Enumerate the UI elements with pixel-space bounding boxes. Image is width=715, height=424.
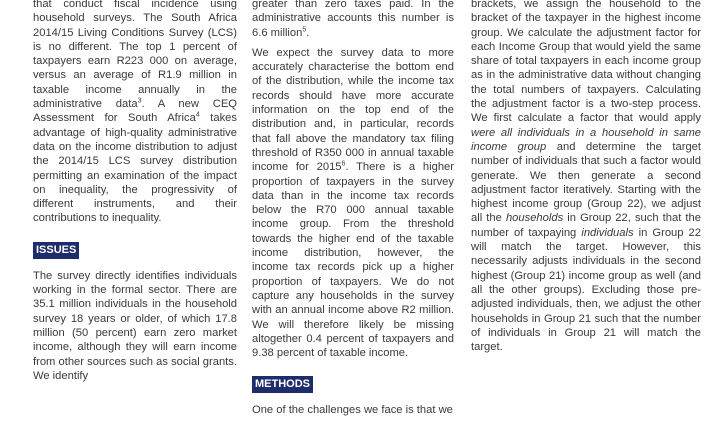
section-heading-methods: METHODS	[252, 376, 313, 393]
section-heading-issues: ISSUES	[33, 242, 79, 259]
text-span: greater than zero taxes paid. In the administrative accounts this number is 6.6 million	[252, 0, 454, 39]
emphasis-text: were all individuals in a household in same income group	[471, 126, 701, 153]
text-span: . A new CEQ Assessment for South Africa	[33, 98, 237, 125]
expectation-paragraph	[252, 46, 454, 361]
text-span: and determine the target number of individuals that such a factor would generate. We then generate a second adjustment factor iteratively. Starting with the highest income group (Group 22), we adjust all the	[471, 140, 701, 225]
column-left	[33, 0, 237, 389]
issues-paragraph: The survey directly identifies individuals working in the formal sector. There are 35.1 million individuals in the household survey 18 years or older, of which 17.8 million (50 percent) earn zero market income, although they will earn income from other sources such as social grants. We identify	[33, 269, 237, 382]
text-span: in Group 22, such that the number of taxpaying	[471, 212, 701, 239]
column-middle	[252, 0, 454, 424]
emphasis-text: households	[505, 212, 564, 225]
intro-paragraph	[33, 0, 237, 226]
text-span: in Group 22 will match the target. However, this necessarily adjusts individuals in the second highest (Group 21) income group as well (and all the other groups). Excluding those pre-adjusted individuals, then, we adjust the other households in Group 21 such that the number of individuals in Group 21 will match the target.	[471, 226, 701, 354]
text-span: that conduct fiscal incidence using household surveys. The South Africa 2014/15 Living Conditions Survey (LCS) is no different. The top 1 percent of taxpayers earn R223 000 on average, versus an average of R1.9 million in taxable income annually in the administrative data	[33, 0, 237, 111]
text-span: We expect the survey data to more accurately characterise the bottom end of the distribution, while the income tax records should have more accurate information on the top end of the distribution and, in particular, records that fall above the mandatory tax filing threshold of R350 000 in annual taxable income for 2015	[252, 46, 454, 174]
emphasis-text: individuals	[581, 226, 634, 239]
text-span: . There is a higher proportion of taxpayers in the survey data than in the income tax records below the R70 000 annual taxable income group. From the threshold towards the higher end of the taxable income distribution, however, the income tax records pick up a higher proportion of taxpayers. We do not capture any households in the survey with an annual income above R2 million. We will therefore likely be missing altogether 0.4 percent of taxpayers and 9.38 percent of taxable income.	[252, 161, 454, 360]
text-span: takes advantage of high-quality administrative data on the income distribution to adjust the 2014/15 LCS survey distribution permitting an examination of the impact on inequality, the progressivity of different instruments, and their contributions to inequality.	[33, 112, 237, 225]
footnote-ref[interactable]: 6	[341, 160, 346, 168]
footnote-ref[interactable]: 4	[195, 111, 200, 119]
admin-accounts-paragraph	[252, 0, 454, 40]
adjustment-paragraph	[471, 0, 701, 354]
footnote-ref[interactable]: 3	[137, 97, 142, 105]
column-right	[471, 0, 701, 360]
text-span: brackets, we assign the household to the bracket of the taxpayer in the highest income group. We calculate the adjustment factor for each Income Group that would yield the same share of total taxpayers in each income group as in the administrative data without changing the total numbers of taxpayers. Calculating the adjustment factor is a two-step process. We first calculate a factor that would apply	[471, 0, 701, 125]
footnote-ref[interactable]: 5	[302, 25, 307, 33]
text-span: .	[306, 26, 310, 39]
methods-paragraph: One of the challenges we face is that we	[252, 404, 453, 417]
